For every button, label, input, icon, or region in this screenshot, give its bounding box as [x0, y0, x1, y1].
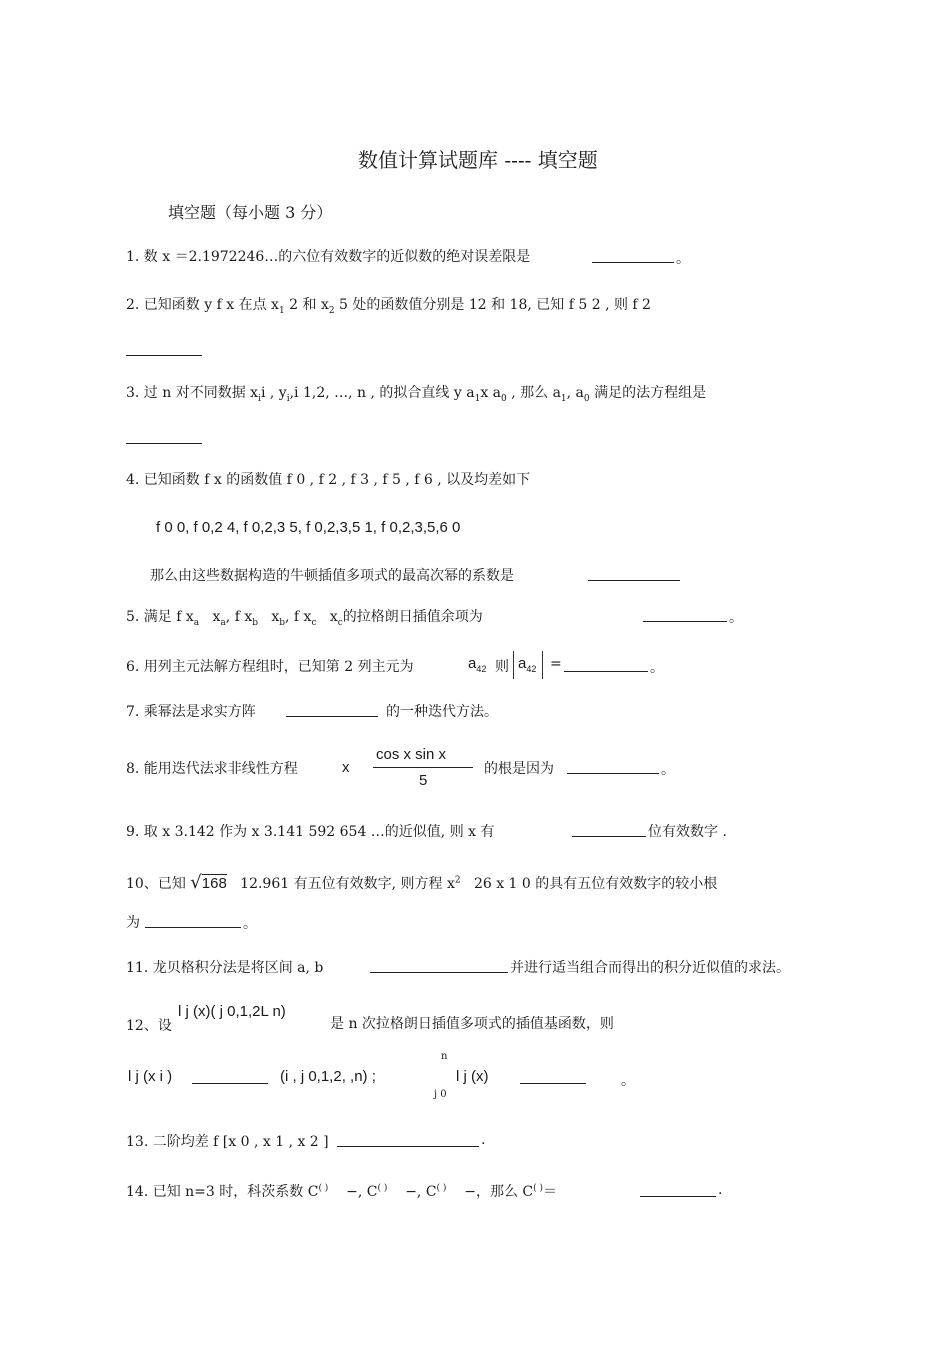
q5-sa2: a	[220, 617, 226, 628]
question-7: 7. 乘幂法是求实方阵	[126, 704, 256, 720]
question-14: 14. 已知 n=3 时，科茨系数 C( ) −, C( ) −, C( ) −，那么 C( )＝	[126, 1183, 558, 1200]
pivot-symbol: $a_{42}$	[468, 655, 487, 674]
q8-rest: 的根是因为	[484, 761, 554, 777]
pivot-abs: $a_{42}$	[518, 655, 537, 674]
q14-p1: −, C	[346, 1184, 378, 1200]
q12-tail: 。	[621, 1073, 635, 1089]
q5-rest: 的拉格朗日插值余项为	[342, 609, 483, 625]
answer-blank-12b[interactable]	[520, 1083, 586, 1084]
q2-text: 2. 已知函数 y f x 在点 x	[126, 297, 279, 313]
answer-blank-3[interactable]	[126, 443, 202, 444]
q2-sub1: 1	[278, 305, 285, 316]
question-13: 13. 二阶均差 f [x 0 , x 1 , x 2 ]	[126, 1134, 329, 1150]
question-4-ask: 那么由这些数据构造的牛顿插值多项式的最高次幂的系数是	[150, 568, 514, 584]
q10-lead: 10、已知	[126, 876, 186, 892]
q5-text: 5. 满足 f x	[126, 609, 194, 625]
fraction-denominator: 5	[419, 772, 428, 789]
q10-tail: 。	[243, 916, 257, 932]
answer-blank-14[interactable]	[640, 1196, 716, 1197]
sum-upper: n	[441, 1051, 448, 1062]
answer-blank-13[interactable]	[337, 1146, 479, 1147]
q3-sub2: i	[286, 393, 290, 404]
q8-x: x	[342, 759, 350, 776]
answer-blank-6[interactable]	[564, 671, 648, 672]
answer-blank-7[interactable]	[286, 716, 378, 717]
question-10	[126, 872, 717, 893]
q5-sc: c	[311, 617, 317, 628]
sqrt-radicand: 168	[201, 875, 227, 892]
question-4: 4. 已知函数 f x 的函数值 f 0 , f 2 , f 3 , f 5 , f 6 , 以及均差如下	[126, 472, 531, 488]
basis-sum: l j (x)	[456, 1068, 489, 1085]
q3-rest3: , 那么 a	[511, 385, 561, 401]
question-5: 5. 满足 f $x_a$ $x_a$, f $x_b$ $x_b$, f $x_c$ $x_c$的拉格朗日插值余项为	[126, 609, 483, 628]
answer-blank-12a[interactable]	[192, 1083, 268, 1084]
answer-blank-2[interactable]	[126, 355, 202, 356]
question-2	[126, 294, 651, 316]
fraction-numerator: cos x sin x	[376, 746, 447, 763]
q10-line2: 为	[126, 915, 140, 931]
q6-tail: 。	[650, 660, 664, 676]
question-12-rest: 是 n 次拉格朗日插值多项式的插值基函数，则	[330, 1016, 614, 1032]
sqrt-sign: √	[190, 872, 202, 893]
q14-text: 14. 已知 n=3 时，科茨系数 C	[126, 1184, 319, 1200]
question-3: 3. 过 n 对不同数据 $x_ii$ , $y_i,i$ 1,2, …, n , 的拟合直线 y $a_1x$ $a_0$ , 那么 $a_1$, $a_0$ 满足的法方程组是	[126, 385, 707, 404]
section-heading: 填空题（每小题 3 分）	[168, 203, 333, 222]
abs-bar-left	[513, 651, 514, 679]
q10-rest: 26 x 1 0 的具有五位有效数字的较小根	[473, 876, 718, 892]
q7-rest: 的一种迭代方法。	[386, 704, 498, 720]
q2-sub2: 2	[328, 305, 335, 316]
q14-p3: −，那么 C	[464, 1184, 534, 1200]
q3-rest2: x a	[480, 385, 502, 401]
q3-text: 3. 过 n 对不同数据 x	[126, 385, 259, 401]
q3-pair: i , y	[260, 385, 287, 401]
q6-mid: 则	[495, 659, 509, 675]
fraction-line	[373, 767, 473, 768]
q10-sup: 2	[454, 875, 461, 886]
page-title: 数值计算试题库 ---- 填空题	[358, 148, 598, 172]
q5-sa: a	[193, 617, 200, 628]
q13-tail: .	[481, 1132, 486, 1148]
answer-blank-10[interactable]	[145, 927, 241, 928]
answer-blank-11[interactable]	[370, 972, 508, 973]
answer-blank-9[interactable]	[572, 836, 646, 837]
question-12-lead: 12、设	[126, 1018, 172, 1034]
q3-sub: i	[258, 393, 261, 404]
divided-differences: f 0 0, f 0,2 4, f 0,2,3 5, f 0,2,3,5 1, f 0,2,3,5,6 0	[156, 519, 461, 536]
q3-rest4: 满足的法方程组是	[594, 385, 707, 401]
question-9: 9. 取 x 3.142 作为 x 3.141 592 654 …的近似值, 则 x 有	[126, 824, 495, 840]
q3-rest: , 的拟合直线 y a	[370, 385, 475, 401]
abs-bar-right	[542, 651, 543, 679]
basis-at-node: l j (x i )	[128, 1068, 173, 1085]
q14-p4: ＝	[543, 1184, 558, 1200]
index-range: (i , j 0,1,2, ,n) ;	[280, 1068, 376, 1085]
q1-tail: 。	[676, 251, 690, 267]
answer-blank-8[interactable]	[567, 773, 659, 774]
q5-sb2: b	[279, 617, 286, 628]
question-1: 1. 数 x ＝2.1972246…的六位有效数字的近似数的绝对误差限是	[126, 249, 531, 265]
question-6: 6. 用列主元法解方程组时，已知第 2 列主元为	[126, 659, 414, 675]
answer-blank-1[interactable]	[592, 262, 674, 263]
question-11: 11. 龙贝格积分法是将区间 a, b	[126, 960, 324, 976]
q14-p2: −, C	[405, 1184, 437, 1200]
question-8: 8. 能用迭代法求非线性方程	[126, 761, 298, 777]
q5-sc2: c	[337, 617, 343, 628]
q9-rest: 位有效数字 .	[648, 824, 727, 840]
q11-rest: 并进行适当组合而得出的积分近似值的求法。	[510, 960, 790, 976]
q5-tail: 。	[729, 610, 743, 626]
q2-mid: 2 和 x	[289, 297, 329, 313]
basis-function: l j (x)( j 0,1,2L n)	[178, 1003, 286, 1020]
q5-sb: b	[252, 617, 258, 628]
q6-eq: =	[550, 656, 562, 672]
q8-tail: 。	[661, 762, 675, 778]
q3-range: ,i 1,2, …, n	[289, 385, 367, 401]
q2-rest: 5 处的函数值分别是 12 和 18, 已知 f 5 2 , 则 f 2	[339, 297, 651, 313]
q14-tail: .	[718, 1182, 723, 1198]
answer-blank-5[interactable]	[643, 621, 727, 622]
sum-lower: j 0	[434, 1089, 447, 1100]
q10-mid: 12.961 有五位有效数字, 则方程 x	[240, 876, 455, 892]
answer-blank-4[interactable]	[588, 580, 680, 581]
